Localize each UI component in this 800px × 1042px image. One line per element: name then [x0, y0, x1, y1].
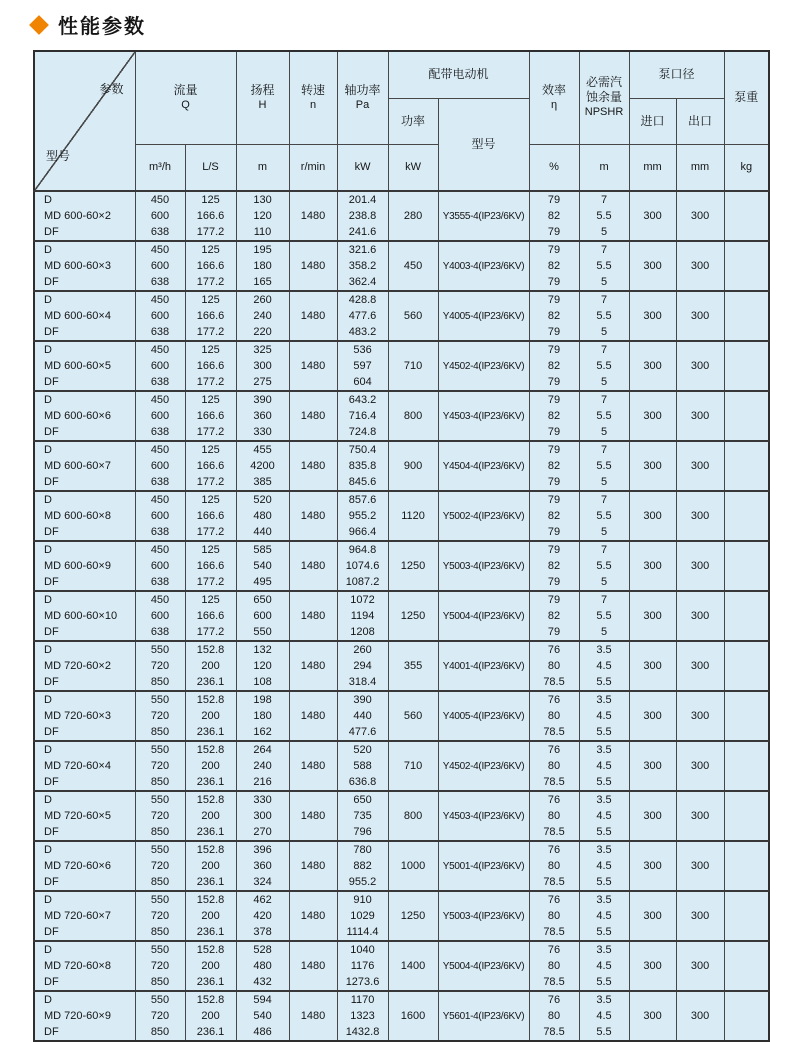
flow-ls-cell: 125 166.6 177.2	[185, 191, 236, 241]
flow-m3h-cell: 450 600 638	[135, 391, 185, 441]
table-body	[34, 191, 769, 1041]
weight-cell	[724, 391, 769, 441]
motor-model-cell: Y5001-4(IP23/6KV)	[438, 841, 529, 891]
weight-cell	[724, 341, 769, 391]
efficiency-cell: 76 80 78.5	[529, 991, 579, 1041]
shaft-power-cell: 260 294 318.4	[337, 641, 388, 691]
efficiency-cell: 79 82 79	[529, 541, 579, 591]
table-row	[34, 691, 769, 741]
shaft-power-cell: 964.8 1074.6 1087.2	[337, 541, 388, 591]
efficiency-cell: 79 82 79	[529, 591, 579, 641]
weight-unit: kg	[724, 144, 769, 191]
outlet-cell: 300	[676, 491, 724, 541]
flow-m3h-cell: 450 600 638	[135, 541, 185, 591]
inlet-cell: 300	[629, 791, 676, 841]
table-row	[34, 291, 769, 341]
weight-cell	[724, 791, 769, 841]
head-cell: 396 360 324	[236, 841, 289, 891]
table-row	[34, 791, 769, 841]
diamond-icon	[29, 15, 49, 35]
npshr-cell: 3.5 4.5 5.5	[579, 741, 629, 791]
flow-m3h-cell: 450 600 638	[135, 591, 185, 641]
inlet-cell: 300	[629, 941, 676, 991]
motor-power-cell: 450	[388, 241, 438, 291]
efficiency-cell: 79 82 79	[529, 191, 579, 241]
motor-model-cell: Y4005-4(IP23/6KV)	[438, 291, 529, 341]
outlet-cell: 300	[676, 941, 724, 991]
weight-cell	[724, 191, 769, 241]
speed-header: 转速 n	[289, 51, 337, 144]
npshr-unit: m	[579, 144, 629, 191]
flow-m3h-cell: 450 600 638	[135, 491, 185, 541]
inlet-cell: 300	[629, 191, 676, 241]
inlet-cell: 300	[629, 891, 676, 941]
flow-ls-cell: 125 166.6 177.2	[185, 591, 236, 641]
shaft-power-cell: 201.4 238.8 241.6	[337, 191, 388, 241]
motor-power-cell: 710	[388, 741, 438, 791]
table-row	[34, 541, 769, 591]
motor-model-cell: Y4502-4(IP23/6KV)	[438, 341, 529, 391]
motor-power-cell: 355	[388, 641, 438, 691]
npshr-cell: 3.5 4.5 5.5	[579, 791, 629, 841]
outlet-cell: 300	[676, 991, 724, 1041]
speed-cell: 1480	[289, 191, 337, 241]
outlet-unit: mm	[676, 144, 724, 191]
table-row	[34, 441, 769, 491]
head-cell: 325 300 275	[236, 341, 289, 391]
flow-ls-cell: 152.8 200 236.1	[185, 691, 236, 741]
efficiency-cell: 76 80 78.5	[529, 791, 579, 841]
flow-ls-cell: 125 166.6 177.2	[185, 491, 236, 541]
shaft-power-cell: 536 597 604	[337, 341, 388, 391]
npshr-header: 必需汽 蚀余量 NPSHR	[579, 51, 629, 144]
flow-ls-cell: 152.8 200 236.1	[185, 741, 236, 791]
weight-cell	[724, 591, 769, 641]
inlet-cell: 300	[629, 691, 676, 741]
speed-cell: 1480	[289, 941, 337, 991]
inlet-cell: 300	[629, 291, 676, 341]
motor-model-cell: Y4003-4(IP23/6KV)	[438, 241, 529, 291]
pump-model-cell: D MD 600-60×2 DF	[34, 191, 135, 241]
head-cell: 650 600 550	[236, 591, 289, 641]
inlet-cell: 300	[629, 741, 676, 791]
efficiency-cell: 79 82 79	[529, 491, 579, 541]
npshr-cell: 7 5.5 5	[579, 241, 629, 291]
head-cell: 585 540 495	[236, 541, 289, 591]
table-row	[34, 591, 769, 641]
motor-power-unit: kW	[388, 144, 438, 191]
performance-parameters-table	[33, 50, 770, 1042]
motor-power-cell: 800	[388, 391, 438, 441]
flow-m3h-cell: 550 720 850	[135, 741, 185, 791]
outlet-cell: 300	[676, 441, 724, 491]
shaft-power-cell: 1072 1194 1208	[337, 591, 388, 641]
flow-ls-cell: 125 166.6 177.2	[185, 541, 236, 591]
flow-ls-cell: 125 166.6 177.2	[185, 291, 236, 341]
param-model-diagonal-cell	[34, 51, 135, 191]
shaft-power-cell: 520 588 636.8	[337, 741, 388, 791]
efficiency-header: 效率 η	[529, 51, 579, 144]
pump-model-cell: D MD 600-60×3 DF	[34, 241, 135, 291]
speed-cell: 1480	[289, 341, 337, 391]
flow-ls-cell: 152.8 200 236.1	[185, 941, 236, 991]
efficiency-cell: 79 82 79	[529, 441, 579, 491]
outlet-cell: 300	[676, 341, 724, 391]
shaft-power-cell: 390 440 477.6	[337, 691, 388, 741]
pump-model-cell: D MD 720-60×7 DF	[34, 891, 135, 941]
weight-cell	[724, 841, 769, 891]
speed-cell: 1480	[289, 641, 337, 691]
head-cell: 390 360 330	[236, 391, 289, 441]
motor-model-cell: Y5003-4(IP23/6KV)	[438, 891, 529, 941]
efficiency-cell: 76 80 78.5	[529, 941, 579, 991]
flow-m3h-cell: 550 720 850	[135, 791, 185, 841]
flow-header: 流量 Q	[135, 51, 236, 144]
weight-cell	[724, 741, 769, 791]
outlet-cell: 300	[676, 791, 724, 841]
shaft-power-unit: kW	[337, 144, 388, 191]
table-row	[34, 891, 769, 941]
motor-model-cell: Y5002-4(IP23/6KV)	[438, 491, 529, 541]
motor-power-cell: 560	[388, 291, 438, 341]
head-cell: 520 480 440	[236, 491, 289, 541]
table-row	[34, 241, 769, 291]
npshr-cell: 3.5 4.5 5.5	[579, 941, 629, 991]
flow-m3h-cell: 550 720 850	[135, 691, 185, 741]
flow-ls-cell: 125 166.6 177.2	[185, 441, 236, 491]
npshr-cell: 3.5 4.5 5.5	[579, 691, 629, 741]
pump-model-cell: D MD 600-60×8 DF	[34, 491, 135, 541]
outlet-cell: 300	[676, 191, 724, 241]
head-cell: 132 120 108	[236, 641, 289, 691]
motor-model-cell: Y4005-4(IP23/6KV)	[438, 691, 529, 741]
speed-cell: 1480	[289, 241, 337, 291]
head-cell: 528 480 432	[236, 941, 289, 991]
efficiency-cell: 79 82 79	[529, 341, 579, 391]
outlet-cell: 300	[676, 391, 724, 441]
flow-ls-cell: 152.8 200 236.1	[185, 641, 236, 691]
speed-cell: 1480	[289, 491, 337, 541]
weight-cell	[724, 941, 769, 991]
efficiency-cell: 79 82 79	[529, 391, 579, 441]
motor-power-cell: 1250	[388, 591, 438, 641]
section-title-row	[30, 10, 146, 39]
motor-model-cell: Y4504-4(IP23/6KV)	[438, 441, 529, 491]
flow-m3h-cell: 450 600 638	[135, 241, 185, 291]
weight-cell	[724, 491, 769, 541]
speed-cell: 1480	[289, 791, 337, 841]
flow-ls-cell: 125 166.6 177.2	[185, 391, 236, 441]
efficiency-cell: 76 80 78.5	[529, 691, 579, 741]
outlet-cell: 300	[676, 841, 724, 891]
speed-cell: 1480	[289, 691, 337, 741]
npshr-cell: 7 5.5 5	[579, 591, 629, 641]
shaft-power-cell: 428.8 477.6 483.2	[337, 291, 388, 341]
speed-cell: 1480	[289, 541, 337, 591]
shaft-power-cell: 650 735 796	[337, 791, 388, 841]
efficiency-cell: 76 80 78.5	[529, 641, 579, 691]
motor-model-cell: Y4503-4(IP23/6KV)	[438, 391, 529, 441]
flow-ls-cell: 125 166.6 177.2	[185, 241, 236, 291]
table-row	[34, 741, 769, 791]
shaft-power-cell: 321.6 358.2 362.4	[337, 241, 388, 291]
flow-m3h-cell: 450 600 638	[135, 191, 185, 241]
shaft-power-cell: 857.6 955.2 966.4	[337, 491, 388, 541]
efficiency-unit: %	[529, 144, 579, 191]
motor-power-cell: 1000	[388, 841, 438, 891]
flow-ls-unit: L/S	[185, 144, 236, 191]
motor-power-cell: 710	[388, 341, 438, 391]
speed-cell: 1480	[289, 841, 337, 891]
speed-unit: r/min	[289, 144, 337, 191]
outlet-cell: 300	[676, 591, 724, 641]
efficiency-cell: 76 80 78.5	[529, 891, 579, 941]
weight-cell	[724, 291, 769, 341]
motor-power-cell: 280	[388, 191, 438, 241]
speed-cell: 1480	[289, 291, 337, 341]
inlet-unit: mm	[629, 144, 676, 191]
motor-power-cell: 560	[388, 691, 438, 741]
weight-cell	[724, 691, 769, 741]
efficiency-cell: 79 82 79	[529, 241, 579, 291]
motor-model-cell: Y5004-4(IP23/6KV)	[438, 591, 529, 641]
head-cell: 462 420 378	[236, 891, 289, 941]
weight-cell	[724, 891, 769, 941]
table-row	[34, 491, 769, 541]
speed-cell: 1480	[289, 391, 337, 441]
speed-cell: 1480	[289, 991, 337, 1041]
page-title: 性能参数	[58, 16, 146, 38]
weight-cell	[724, 991, 769, 1041]
pump-model-cell: D MD 600-60×6 DF	[34, 391, 135, 441]
table-row	[34, 191, 769, 241]
table-header	[34, 51, 769, 191]
flow-m3h-cell: 450 600 638	[135, 441, 185, 491]
weight-cell	[724, 541, 769, 591]
inlet-cell: 300	[629, 441, 676, 491]
flow-m3h-cell: 550 720 850	[135, 991, 185, 1041]
motor-power-cell: 1120	[388, 491, 438, 541]
table-row	[34, 391, 769, 441]
flow-ls-cell: 152.8 200 236.1	[185, 841, 236, 891]
pump-model-cell: D MD 720-60×3 DF	[34, 691, 135, 741]
shaft-power-cell: 750.4 835.8 845.6	[337, 441, 388, 491]
flow-m3h-cell: 450 600 638	[135, 341, 185, 391]
motor-model-cell: Y4502-4(IP23/6KV)	[438, 741, 529, 791]
shaft-power-cell: 910 1029 1114.4	[337, 891, 388, 941]
weight-cell	[724, 641, 769, 691]
npshr-cell: 7 5.5 5	[579, 391, 629, 441]
inlet-header: 进口	[629, 98, 676, 144]
pump-model-cell: D MD 600-60×4 DF	[34, 291, 135, 341]
inlet-cell: 300	[629, 391, 676, 441]
motor-power-cell: 1600	[388, 991, 438, 1041]
weight-header: 泵重	[724, 51, 769, 144]
npshr-cell: 3.5 4.5 5.5	[579, 991, 629, 1041]
outlet-cell: 300	[676, 291, 724, 341]
flow-m3h-unit: m³/h	[135, 144, 185, 191]
head-cell: 130 120 110	[236, 191, 289, 241]
npshr-cell: 3.5 4.5 5.5	[579, 641, 629, 691]
motor-power-cell: 800	[388, 791, 438, 841]
flow-ls-cell: 152.8 200 236.1	[185, 891, 236, 941]
motor-model-cell: Y5004-4(IP23/6KV)	[438, 941, 529, 991]
motor-model-cell: Y4503-4(IP23/6KV)	[438, 791, 529, 841]
motor-power-header: 功率	[388, 98, 438, 144]
motor-model-header: 型号	[438, 98, 529, 191]
outlet-cell: 300	[676, 641, 724, 691]
head-cell: 260 240 220	[236, 291, 289, 341]
table-row	[34, 991, 769, 1041]
flow-m3h-cell: 550 720 850	[135, 641, 185, 691]
pump-model-cell: D MD 720-60×2 DF	[34, 641, 135, 691]
motor-header: 配带电动机	[388, 51, 529, 98]
inlet-cell: 300	[629, 641, 676, 691]
speed-cell: 1480	[289, 891, 337, 941]
outlet-cell: 300	[676, 541, 724, 591]
inlet-cell: 300	[629, 341, 676, 391]
table-row	[34, 341, 769, 391]
flow-m3h-cell: 450 600 638	[135, 291, 185, 341]
speed-cell: 1480	[289, 741, 337, 791]
table-row	[34, 841, 769, 891]
flow-m3h-cell: 550 720 850	[135, 941, 185, 991]
pump-model-cell: D MD 600-60×10 DF	[34, 591, 135, 641]
head-cell: 455 4200 385	[236, 441, 289, 491]
inlet-cell: 300	[629, 591, 676, 641]
efficiency-cell: 76 80 78.5	[529, 741, 579, 791]
pump-model-cell: D MD 600-60×5 DF	[34, 341, 135, 391]
npshr-cell: 7 5.5 5	[579, 291, 629, 341]
outlet-cell: 300	[676, 891, 724, 941]
shaft-power-cell: 1040 1176 1273.6	[337, 941, 388, 991]
pump-model-cell: D MD 720-60×9 DF	[34, 991, 135, 1041]
head-cell: 195 180 165	[236, 241, 289, 291]
motor-model-cell: Y5003-4(IP23/6KV)	[438, 541, 529, 591]
pump-model-cell: D MD 720-60×4 DF	[34, 741, 135, 791]
inlet-cell: 300	[629, 991, 676, 1041]
model-header-label: 型号	[46, 149, 71, 163]
flow-m3h-cell: 550 720 850	[135, 841, 185, 891]
head-cell: 330 300 270	[236, 791, 289, 841]
npshr-cell: 3.5 4.5 5.5	[579, 841, 629, 891]
pump-model-cell: D MD 600-60×9 DF	[34, 541, 135, 591]
efficiency-cell: 79 82 79	[529, 291, 579, 341]
head-header: 扬程 H	[236, 51, 289, 144]
weight-cell	[724, 241, 769, 291]
efficiency-cell: 76 80 78.5	[529, 841, 579, 891]
head-unit: m	[236, 144, 289, 191]
motor-model-cell: Y4001-4(IP23/6KV)	[438, 641, 529, 691]
npshr-cell: 7 5.5 5	[579, 541, 629, 591]
head-cell: 198 180 162	[236, 691, 289, 741]
npshr-cell: 7 5.5 5	[579, 341, 629, 391]
outlet-cell: 300	[676, 741, 724, 791]
speed-cell: 1480	[289, 441, 337, 491]
outlet-cell: 300	[676, 241, 724, 291]
inlet-cell: 300	[629, 241, 676, 291]
npshr-cell: 3.5 4.5 5.5	[579, 891, 629, 941]
pump-model-cell: D MD 720-60×6 DF	[34, 841, 135, 891]
motor-power-cell: 900	[388, 441, 438, 491]
inlet-cell: 300	[629, 541, 676, 591]
param-header-label: 参数	[99, 82, 124, 96]
table-row	[34, 641, 769, 691]
weight-cell	[724, 441, 769, 491]
shaft-power-header: 轴功率 Pa	[337, 51, 388, 144]
npshr-cell: 7 5.5 5	[579, 491, 629, 541]
npshr-cell: 7 5.5 5	[579, 441, 629, 491]
flow-ls-cell: 152.8 200 236.1	[185, 991, 236, 1041]
head-cell: 594 540 486	[236, 991, 289, 1041]
outlet-header: 出口	[676, 98, 724, 144]
motor-model-cell: Y5601-4(IP23/6KV)	[438, 991, 529, 1041]
pump-model-cell: D MD 720-60×5 DF	[34, 791, 135, 841]
inlet-cell: 300	[629, 841, 676, 891]
speed-cell: 1480	[289, 591, 337, 641]
shaft-power-cell: 643.2 716.4 724.8	[337, 391, 388, 441]
shaft-power-cell: 780 882 955.2	[337, 841, 388, 891]
pump-model-cell: D MD 720-60×8 DF	[34, 941, 135, 991]
flow-ls-cell: 152.8 200 236.1	[185, 791, 236, 841]
shaft-power-cell: 1170 1323 1432.8	[337, 991, 388, 1041]
outlet-cell: 300	[676, 691, 724, 741]
pump-model-cell: D MD 600-60×7 DF	[34, 441, 135, 491]
motor-power-cell: 1250	[388, 891, 438, 941]
motor-model-cell: Y3555-4(IP23/6KV)	[438, 191, 529, 241]
flow-m3h-cell: 550 720 850	[135, 891, 185, 941]
pump-bore-header: 泵口径	[629, 51, 724, 98]
motor-power-cell: 1250	[388, 541, 438, 591]
inlet-cell: 300	[629, 491, 676, 541]
table-row	[34, 941, 769, 991]
npshr-cell: 7 5.5 5	[579, 191, 629, 241]
head-cell: 264 240 216	[236, 741, 289, 791]
flow-ls-cell: 125 166.6 177.2	[185, 341, 236, 391]
motor-power-cell: 1400	[388, 941, 438, 991]
